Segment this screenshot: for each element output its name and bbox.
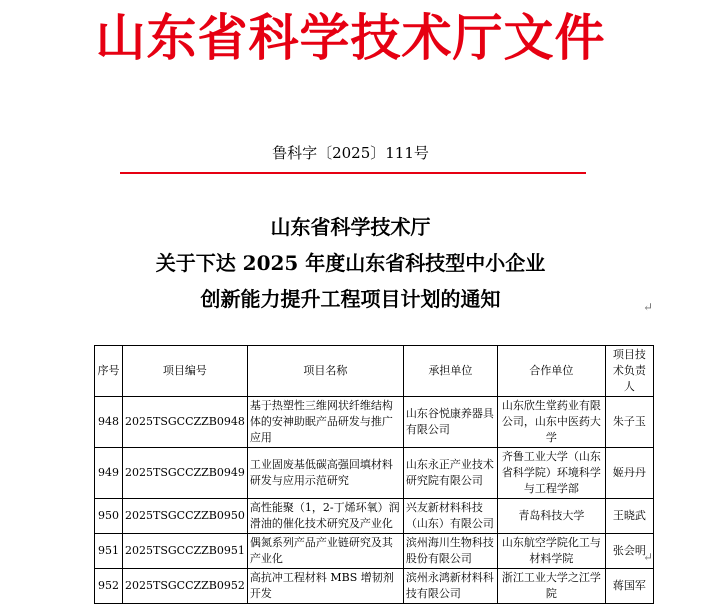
- header-project-name: 项目名称: [247, 346, 403, 397]
- cell-undertaker: 山东永正产业技术研究院有限公司: [403, 448, 497, 499]
- cell-project-code: 2025TSGCCZZB0950: [123, 499, 248, 534]
- cell-tech-lead: 王晓武: [605, 499, 653, 534]
- table-row: [95, 569, 654, 604]
- cell-project-code: 2025TSGCCZZB0951: [123, 534, 248, 569]
- cell-seq: 950: [95, 499, 123, 534]
- cell-undertaker: 滨州海川生物科技股份有限公司: [403, 534, 497, 569]
- cell-project-code: 2025TSGCCZZB0949: [123, 448, 248, 499]
- project-table: [94, 345, 654, 604]
- cell-partner: 山东欣生堂药业有限公司，山东中医药大学: [497, 397, 605, 448]
- header-tech-lead: 项目技术负责人: [605, 346, 653, 397]
- table-row: [95, 448, 654, 499]
- cell-seq: 949: [95, 448, 123, 499]
- cell-tech-lead: 张会明: [605, 534, 653, 569]
- table-row: [95, 397, 654, 448]
- document-number: 鲁科字〔2025〕111号: [272, 144, 429, 162]
- header-partner: 合作单位: [497, 346, 605, 397]
- cell-undertaker: 兴友新材料科技（山东）有限公司: [403, 499, 497, 534]
- masthead: 山东省科学技术厅文件: [95, 8, 606, 67]
- paragraph-mark-icon: ↵: [643, 300, 654, 314]
- cell-seq: 948: [95, 397, 123, 448]
- table-header-row: [95, 346, 654, 397]
- table-row: [95, 534, 654, 569]
- cell-tech-lead: 姬丹丹: [605, 448, 653, 499]
- cell-project-name: 高抗冲工程材料 MBS 增韧剂开发: [247, 569, 403, 604]
- cell-project-code: 2025TSGCCZZB0952: [123, 569, 248, 604]
- cell-undertaker: 滨州永鸿新材料科技有限公司: [403, 569, 497, 604]
- cell-project-name: 工业固废基低碳高强回填材料研发与应用示范研究: [247, 448, 403, 499]
- cell-project-name: 高性能聚（1，2-丁烯环氧）润滑油的催化技术研究及产业化: [247, 499, 403, 534]
- cell-project-name: 基于热塑性三维网状纤维结构体的安神助眠产品研发与推广应用: [247, 397, 403, 448]
- cell-seq: 951: [95, 534, 123, 569]
- cell-partner: 山东航空学院化工与材料学院: [497, 534, 605, 569]
- header-undertaker: 承担单位: [403, 346, 497, 397]
- red-divider: [120, 172, 586, 174]
- title-line-1: 山东省科学技术厅: [270, 215, 431, 239]
- cell-seq: 952: [95, 569, 123, 604]
- title-line-3: 创新能力提升工程项目计划的通知: [200, 287, 501, 311]
- header-seq: 序号: [95, 346, 123, 397]
- cell-undertaker: 山东谷悦康养器具有限公司: [403, 397, 497, 448]
- cell-partner: 青岛科技大学: [497, 499, 605, 534]
- cell-partner: 浙江工业大学之江学院: [497, 569, 605, 604]
- cell-tech-lead: 朱子玉: [605, 397, 653, 448]
- cell-partner: 齐鲁工业大学（山东省科学院）环境科学与工程学部: [497, 448, 605, 499]
- header-project-code: 项目编号: [123, 346, 248, 397]
- paragraph-mark-icon: ↵: [643, 550, 654, 564]
- cell-project-name: 偶氮系列产品产业链研究及其产业化: [247, 534, 403, 569]
- title-line-2: 关于下达 2025 年度山东省科技型中小企业: [155, 251, 546, 275]
- table-row: [95, 499, 654, 534]
- cell-tech-lead: 蒋国军: [605, 569, 653, 604]
- cell-project-code: 2025TSGCCZZB0948: [123, 397, 248, 448]
